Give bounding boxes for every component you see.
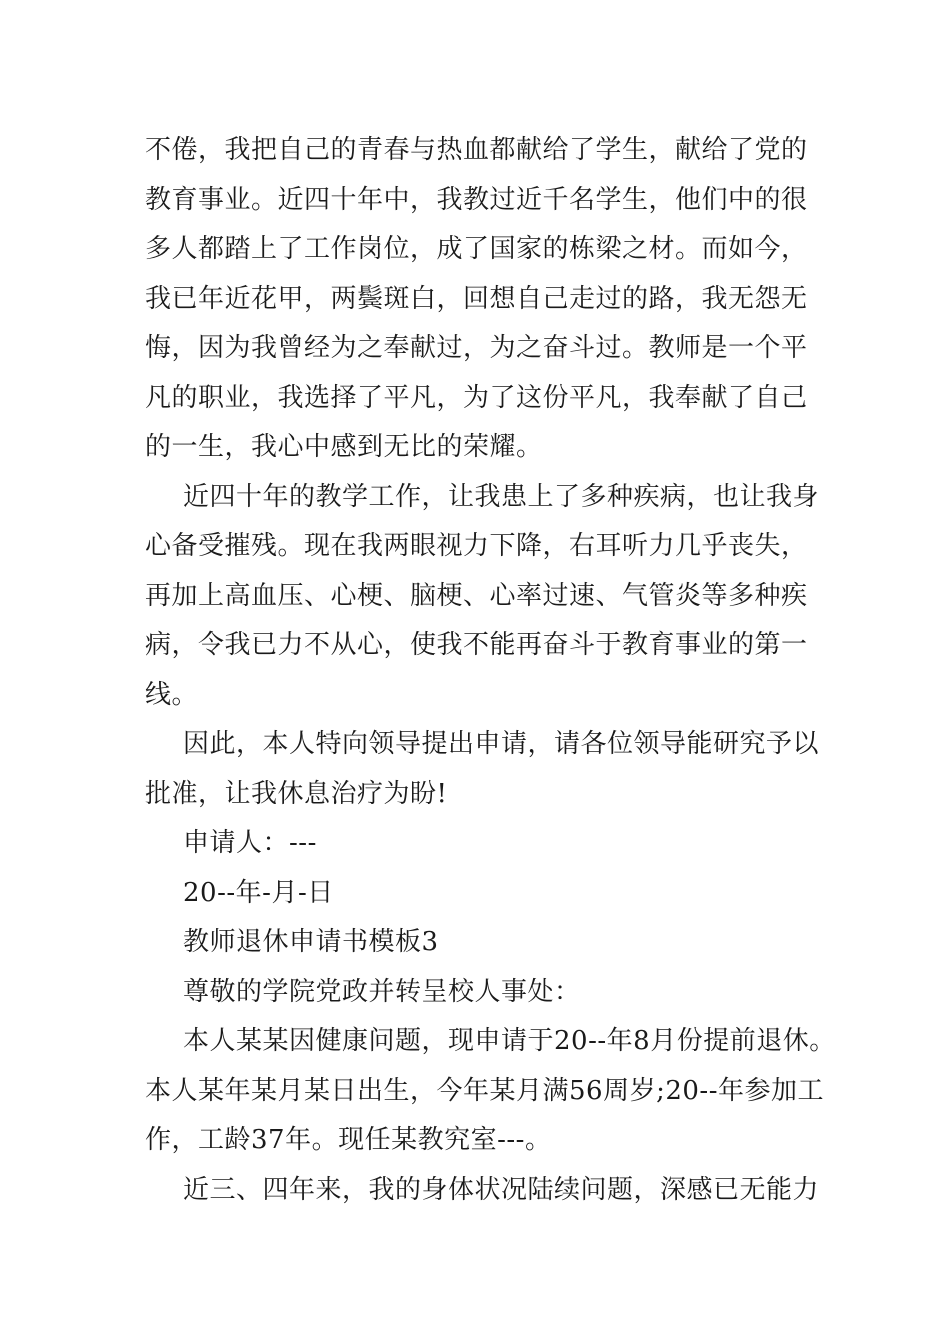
paragraph-line: 本人某某因健康问题，现申请于20--年8月份提前退休。 [183,1026,836,1056]
paragraph-line: 不倦，我把自己的青春与热血都献给了学生，献给了党的 [145,135,808,165]
paragraph-line: 病，令我已力不从心，使我不能再奋斗于教育事业的第一 [145,630,808,660]
paragraph-line: 本人某年某月某日出生，今年某月满56周岁;20--年参加工 [145,1075,824,1106]
paragraph-line: 凡的职业，我选择了平凡，为了这份平凡，我奉献了自己 [145,382,808,413]
section-title: 教师退休申请书模板3 [183,927,439,957]
document-body [145,126,845,1215]
paragraph-line: 我已年近花甲，两鬓斑白，回想自己走过的路，我无怨无 [145,283,808,314]
paragraph-line: 悔，因为我曾经为之奉献过，为之奋斗过。教师是一个平 [145,333,808,363]
paragraph-line: 近三、四年来，我的身体状况陆续问题，深感已无能力 [183,1174,820,1205]
paragraph-line: 因此，本人特向领导提出申请，请各位领导能研究予以 [183,729,820,759]
paragraph-line: 多人都踏上了工作岗位，成了国家的栋梁之材。而如今， [145,234,808,264]
paragraph-line: 近四十年的教学工作，让我患上了多种疾病，也让我身 [183,481,820,512]
paragraph-line: 教育事业。近四十年中，我教过近千名学生，他们中的很 [145,184,808,215]
paragraph-line: 心备受摧残。现在我两眼视力下降，右耳听力几乎丧失， [145,531,808,561]
salutation: 尊敬的学院党政并转呈校人事处： [183,976,581,1007]
paragraph-line: 作，工龄37年。现任某教究室---。 [145,1125,552,1155]
date-line: 20--年-月-日 [183,877,334,908]
paragraph-line: 线。 [145,679,199,710]
paragraph-line: 的一生，我心中感到无比的荣耀。 [145,432,543,462]
paragraph-line: 批准，让我休息治疗为盼! [145,778,448,809]
applicant-line: 申请人：--- [183,828,317,858]
paragraph-line: 再加上高血压、心梗、脑梗、心率过速、气管炎等多种疾 [145,580,808,611]
